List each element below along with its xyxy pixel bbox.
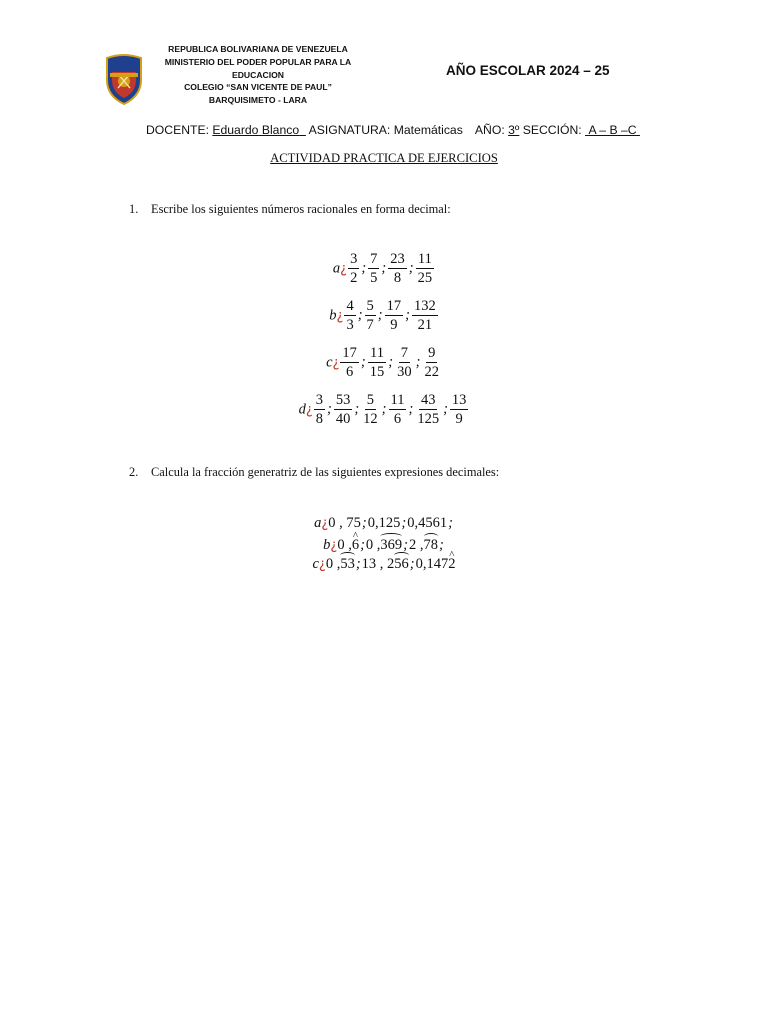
numerator: 53 [335,392,351,408]
numerator: 11 [390,392,405,408]
decimal-expression [409,537,438,553]
repeating-digit: ^ 6 [352,536,359,554]
repeating-digit: ^ 2 [448,555,455,573]
decimal-digits: 0 , [325,556,341,572]
decimal-expression [416,556,456,572]
denominator: 25 [417,270,433,286]
numerator: 132 [413,298,436,314]
decimal-digits: 0,147 [415,556,449,572]
semicolon: ; [408,260,414,277]
fraction [450,392,469,428]
docente-value: Eduardo Blanco [212,123,300,137]
denominator: 125 [417,411,440,427]
question-1 [129,202,451,217]
ano-label: AÑO: [474,123,505,137]
denominator: 7 [366,317,374,333]
fraction [334,392,353,428]
denominator: 15 [369,364,385,380]
inverted-question-mark: ¿ [332,355,340,371]
fraction [344,298,355,334]
repeating-digits: 56 [394,552,409,573]
denominator: 9 [455,411,463,427]
row-label: b [329,307,337,324]
school-crest-logo [104,54,144,106]
denominator: 21 [417,317,433,333]
asignatura-label: ASIGNATURA: [308,123,391,137]
denominator: 2 [350,270,358,286]
institution-line: BARQUISIMETO - LARA [208,95,308,106]
fraction [348,251,359,287]
numerator: 43 [420,392,436,408]
semicolon: ; [403,537,408,553]
fraction-row [0,251,768,287]
question-number: 2. [129,465,139,479]
numerator: 5 [366,392,375,408]
row-label: c [312,556,319,572]
ano-value: 3º [508,123,520,137]
denominator: 12 [363,411,378,427]
denominator: 8 [315,411,323,427]
row-label: b [323,537,331,553]
numerator: 7 [370,251,378,267]
decimal-digits: 0,125 [367,515,401,531]
fraction [415,392,441,428]
fraction [388,251,407,287]
inverted-question-mark: ¿ [330,538,338,553]
repeating-digits: 78 [424,533,439,554]
fraction [340,345,359,381]
denominator: 9 [390,317,398,333]
decimal-row [0,514,768,533]
row-label: d [298,401,306,418]
fraction [416,251,435,287]
institution-line: COLEGIO “SAN VICENTE DE PAUL” [184,82,332,93]
activity-title: ACTIVIDAD PRACTICA DE EJERCICIOS [270,151,498,165]
semicolon: ; [409,556,415,572]
repeating-digits: 53 [340,552,355,573]
question-2 [129,465,499,480]
semicolon: ; [361,260,367,277]
repeating-digits: 369 [380,533,402,554]
institution-line: REPUBLICA BOLIVARIANA DE VENEZUELA [168,44,348,54]
row-label: c [326,354,333,371]
semicolon: ; [388,354,394,371]
decimal-digits: 0 , [337,537,352,553]
inverted-question-mark: ¿ [321,516,329,531]
numerator: 4 [346,298,354,314]
denominator: 5 [370,270,378,286]
fraction [365,298,376,334]
question-text: Calcula la fracción generatriz de las siguientes expresiones decimales: [151,465,500,479]
denominator: 6 [346,364,354,380]
semicolon: ; [439,537,444,553]
asignatura-value: Matemáticas [393,123,463,137]
row-label: a [314,515,322,531]
semicolon: ; [381,260,387,277]
decimal-expression [337,537,359,553]
denominator: 40 [335,411,351,427]
decimal-digits: 13 , 2 [361,556,395,572]
inverted-question-mark: ¿ [340,261,348,277]
denominator: 30 [397,364,412,380]
semicolon: ; [415,354,421,371]
semicolon: ; [381,401,387,418]
numerator: 3 [315,392,323,408]
fraction-row [0,298,768,334]
fraction [422,345,441,381]
question-number: 1. [129,202,139,216]
numerator: 13 [451,392,467,408]
decimal-digits: 0,4561 [407,515,448,531]
semicolon: ; [360,354,366,371]
seccion-value: A – B –C [588,123,637,137]
numerator: 3 [350,251,358,267]
denominator: 3 [346,317,354,333]
numerator: 17 [342,345,357,361]
decimal-row [0,552,768,574]
seccion-label: SECCIÓN: [522,123,582,137]
semicolon: ; [405,307,410,324]
semicolon: ; [355,556,361,572]
docente-label: DOCENTE: [146,123,209,137]
inverted-question-mark: ¿ [336,308,344,324]
numerator: 23 [390,251,405,267]
decimal-expression [362,556,409,572]
numerator: 17 [386,298,402,314]
fraction [412,298,438,334]
institution-line: EDUCACION [231,69,285,80]
fraction [368,345,387,381]
denominator: 6 [393,411,402,427]
fraction [368,251,379,287]
decimal-digits: 0 , 75 [328,515,361,531]
inverted-question-mark: ¿ [318,557,326,572]
numerator: 11 [370,345,384,361]
decimal-expression [366,537,402,553]
decimal-expression [368,515,401,531]
institution-block [164,43,352,107]
semicolon: ; [448,515,453,531]
inverted-question-mark: ¿ [305,402,313,418]
numerator: 5 [366,298,374,314]
row-label: a [332,260,341,277]
decimal-expression [407,515,447,531]
numerator: 7 [400,345,408,361]
decimal-digits: 0 , [365,537,381,553]
school-year: AÑO ESCOLAR 2024 – 25 [446,63,610,78]
fraction-row [0,392,768,428]
semicolon: ; [326,401,332,418]
fraction-row [0,345,768,381]
numerator: 9 [428,345,436,361]
decimal-digits: 2 , [409,537,424,553]
semicolon: ; [408,401,414,418]
fraction [395,345,414,381]
semicolon: ; [354,401,360,418]
semicolon: ; [361,515,367,531]
denominator: 8 [393,270,402,286]
semicolon: ; [360,537,365,553]
semicolon: ; [443,401,448,418]
fraction [314,392,325,428]
decimal-expression [326,556,355,572]
institution-line: MINISTERIO DEL PODER POPULAR PARA LA [164,56,352,67]
fraction [385,298,404,334]
question-text: Escribe los siguientes números racionales en forma decimal: [151,202,451,216]
fraction [361,392,380,428]
info-line [146,123,640,137]
semicolon: ; [401,515,407,531]
fraction [389,392,407,428]
denominator: 22 [424,364,439,380]
semicolon: ; [357,307,363,324]
numerator: 11 [417,251,432,267]
semicolon: ; [377,307,383,324]
